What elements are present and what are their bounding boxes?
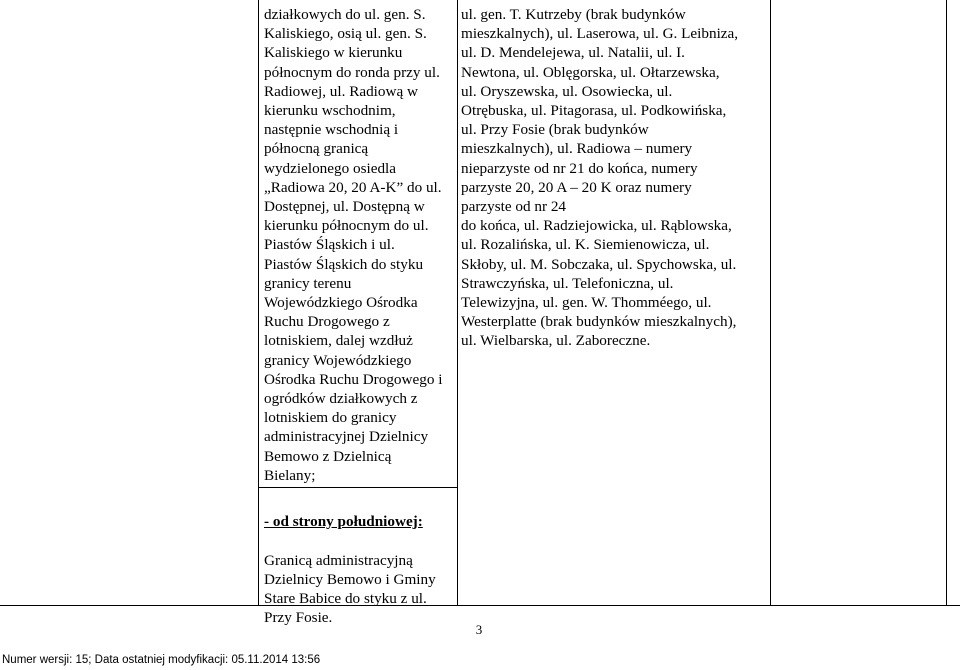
row-divider [258, 487, 458, 488]
cell-south-boundary [264, 493, 458, 647]
south-boundary-text: Granicą administracyjną Dzielnicy Bemowo i Gminy Stare Babice do styku z ul. Przy Fosie. [264, 551, 436, 627]
table-border-col3-right [946, 0, 947, 606]
table-border-bottom [0, 605, 960, 606]
cell-street-list: ul. gen. T. Kutrzeby (brak budynków mieszkalnych), ul. Laserowa, ul. G. Leibniza, ul. D. Mendelejewa, ul. Natalii, ul. I. Newtona, ul. Oblęgorska, ul. Ołtarzewska, ul. Oryszewska, ul. Osowiecka, ul. Otrębuska, ul. Pitagorasa, ul. Podkowińska, ul. Przy Fosie (brak budynków mieszkalnych), ul. Radiowa – numery nieparzyste od nr 21 do końca, numery parzyste 20, 20 A – 20 K oraz numery parzyste od nr 24 do końca, ul. Radziejowicka, ul. Rąblowska, ul. Rozalińska, ul. K. Siemienowicza, ul. Skłoby, ul. M. Sobczaka, ul. Spychowska, ul. Strawczyńska, ul. Telefoniczna, ul. Telewizyjna, ul. gen. W. Thomméego, ul. Westerplatte (brak budynków mieszkalnych), ul. Wielbarska, ul. Zaboreczne. [461, 6, 739, 350]
version-footer: Numer wersji: 15; Data ostatniej modyfikacji: 05.11.2014 13:56 [2, 654, 321, 666]
page-number: 3 [475, 622, 483, 637]
table-border-col3-left [770, 0, 771, 606]
table-border-left [258, 0, 259, 606]
south-boundary-heading: - od strony południowej: [264, 513, 423, 531]
cell-boundary-description: działkowych do ul. gen. S. Kaliskiego, osią ul. gen. S. Kaliskiego w kierunku północnym do ronda przy ul. Radiowej, ul. Radiową w kierunku wschodnim, następnie wschodnią i północną granicą wydzielonego osiedla „Radiowa 20, 20 A-K” do ul. Dostępnej, ul. Dostępną w kierunku północnym do ul. Piastów Śląskich i ul. Piastów Śląskich do styku granicy terenu Wojewódzkiego Ośrodka Ruchu Drogowego z lotniskiem, dalej wzdłuż granicy Wojewódzkiego Ośrodka Ruchu Drogowego i ogródków działkowych z lotniskiem do granicy administracyjnej Dzielnicy Bemowo z Dzielnicą Bielany; [264, 6, 443, 484]
